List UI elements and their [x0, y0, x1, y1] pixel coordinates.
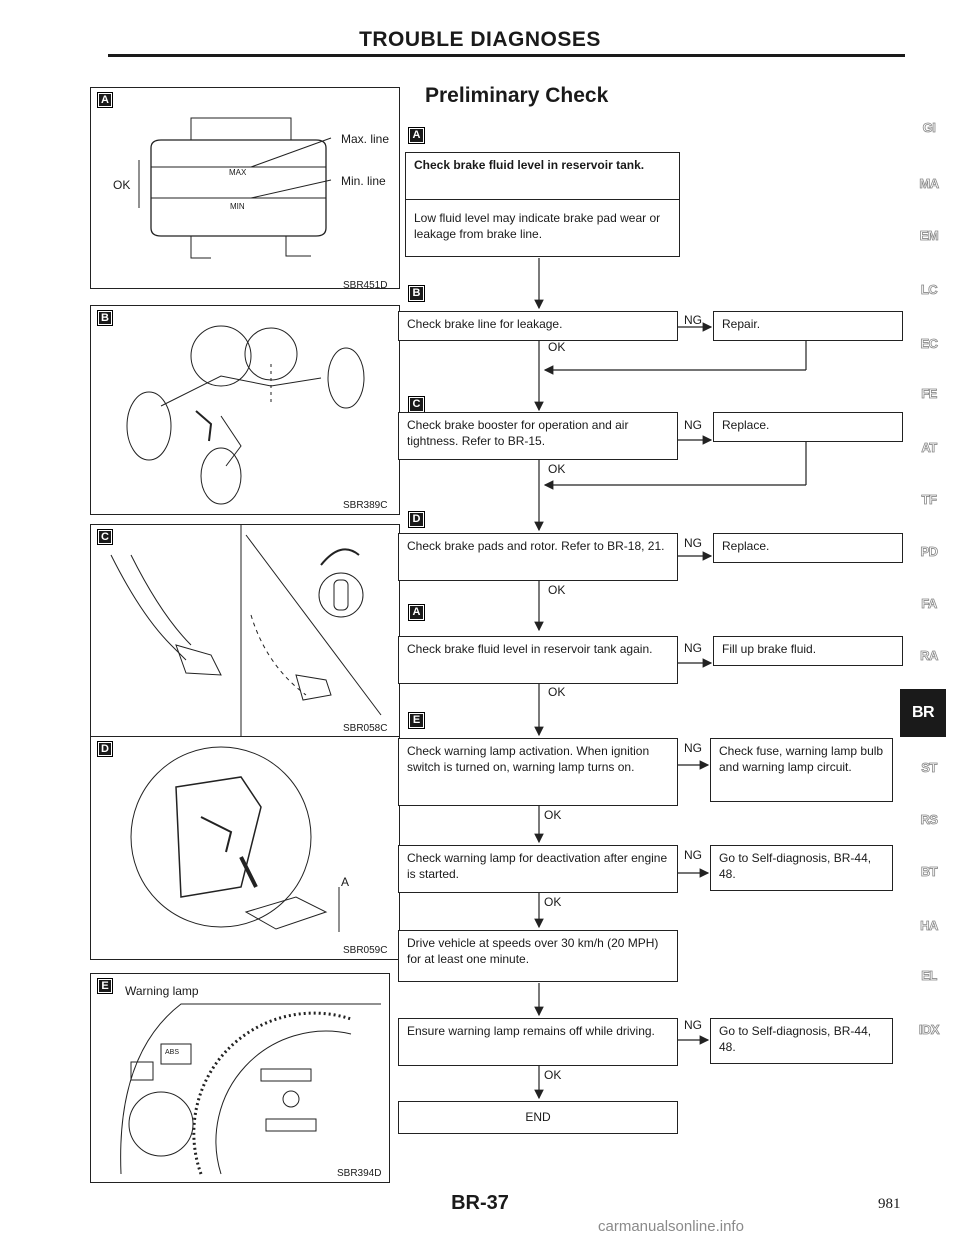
ng-label: NG [684, 741, 702, 755]
result-replace-booster: Replace. [713, 412, 903, 442]
step-check-pads-rotor: Check brake pads and rotor. Refer to BR-18, 21. [398, 533, 678, 581]
flow-tag-warning-lamp: E [408, 712, 425, 729]
result-replace-pads: Replace. [713, 533, 903, 563]
figure-code: SBR058C [343, 723, 388, 734]
min-line-label: Min. line [341, 174, 386, 188]
section-tab-st[interactable]: ST [921, 760, 937, 775]
flow-tag-pads: D [408, 511, 425, 528]
ng-label: NG [684, 313, 702, 327]
min-mark: MIN [230, 202, 245, 211]
section-tab-rs[interactable]: RS [920, 812, 938, 827]
ng-label: NG [684, 536, 702, 550]
panel-tag: B [97, 310, 113, 326]
max-line-label: Max. line [341, 132, 390, 146]
panel-tag: D [97, 741, 113, 757]
section-tab-fe[interactable]: FE [921, 386, 937, 401]
section-tab-pd[interactable]: PD [920, 544, 938, 559]
result-self-diagnosis-2: Go to Self-diagnosis, BR-44, 48. [710, 1018, 893, 1064]
flow-tag-brake-line: B [408, 285, 425, 302]
ok-label: OK [544, 1068, 562, 1082]
result-repair: Repair. [713, 311, 903, 341]
ng-label: NG [684, 418, 702, 432]
step-check-brake-line: Check brake line for leakage. [398, 311, 678, 341]
section-tab-gi[interactable]: GI [922, 120, 936, 135]
page-footer: BR-37 [451, 1192, 509, 1214]
section-tab-ra[interactable]: RA [920, 648, 938, 663]
flow-tag-reservoir: A [408, 127, 425, 144]
ok-range-label: OK [113, 178, 131, 192]
warning-lamp-label: Warning lamp [125, 984, 199, 998]
panel-tag: E [97, 978, 113, 994]
ok-label: OK [544, 808, 562, 822]
figure-code: SBR394D [337, 1168, 382, 1179]
step-check-fluid-again: Check brake fluid level in reservoir tank again. [398, 636, 678, 684]
section-tab-el[interactable]: EL [921, 968, 937, 983]
result-fill-fluid: Fill up brake fluid. [713, 636, 903, 666]
step-check-fluid-level: Check brake fluid level in reservoir tank. [405, 152, 680, 200]
ng-label: NG [684, 1018, 702, 1032]
page-title: Preliminary Check [425, 84, 609, 107]
panel-tag: A [97, 92, 113, 108]
section-tab-bt[interactable]: BT [920, 864, 938, 879]
figure-code: SBR059C [343, 945, 388, 956]
step-check-booster: Check brake booster for operation and air tightness. Refer to BR-15. [398, 412, 678, 460]
ok-label: OK [548, 583, 566, 597]
flow-tag-reservoir-again: A [408, 604, 425, 621]
section-tab-tf[interactable]: TF [921, 492, 937, 507]
result-check-circuit: Check fuse, warning lamp bulb and warning lamp circuit. [710, 738, 893, 802]
flow-tag-booster: C [408, 396, 425, 413]
watermark: carmanualsonline.info [598, 1218, 744, 1235]
figure-code: SBR451D [343, 280, 388, 291]
section-tab-at[interactable]: AT [921, 440, 937, 455]
ok-label: OK [548, 685, 566, 699]
abs-lamp-label: ABS [165, 1049, 180, 1056]
step-end: END [398, 1101, 678, 1134]
section-tab-ec[interactable]: EC [920, 336, 938, 351]
section-tab-idx[interactable]: IDX [918, 1022, 940, 1037]
step-check-warning-deactivation: Check warning lamp for deactivation after engine is started. [398, 845, 678, 893]
step-fluid-note: Low fluid level may indicate brake pad wear or leakage from brake line. [405, 199, 680, 257]
section-tab-lc[interactable]: LC [920, 282, 938, 297]
step-check-warning-activation: Check warning lamp activation. When ignition switch is turned on, warning lamp turns on. [398, 738, 678, 806]
panel-tag: C [97, 529, 113, 545]
thickness-label: A [341, 875, 350, 889]
ok-label: OK [548, 462, 566, 476]
step-drive-vehicle: Drive vehicle at speeds over 30 km/h (20 MPH) for at least one minute. [398, 930, 678, 982]
section-tab-em[interactable]: EM [919, 228, 939, 243]
section-tab-fa[interactable]: FA [921, 596, 937, 611]
ng-label: NG [684, 641, 702, 655]
section-tab-ha[interactable]: HA [920, 918, 938, 933]
ng-label: NG [684, 848, 702, 862]
step-ensure-lamp-off: Ensure warning lamp remains off while driving. [398, 1018, 678, 1066]
page-number: 981 [878, 1196, 901, 1212]
section-tab-ma[interactable]: MA [919, 176, 939, 191]
ok-label: OK [548, 340, 566, 354]
page-header: TROUBLE DIAGNOSES [359, 28, 601, 51]
section-tab-br-active[interactable]: BR [900, 689, 946, 737]
figure-code: SBR389C [343, 500, 388, 511]
max-mark: MAX [229, 168, 247, 177]
ok-label: OK [544, 895, 562, 909]
result-self-diagnosis-1: Go to Self-diagnosis, BR-44, 48. [710, 845, 893, 891]
